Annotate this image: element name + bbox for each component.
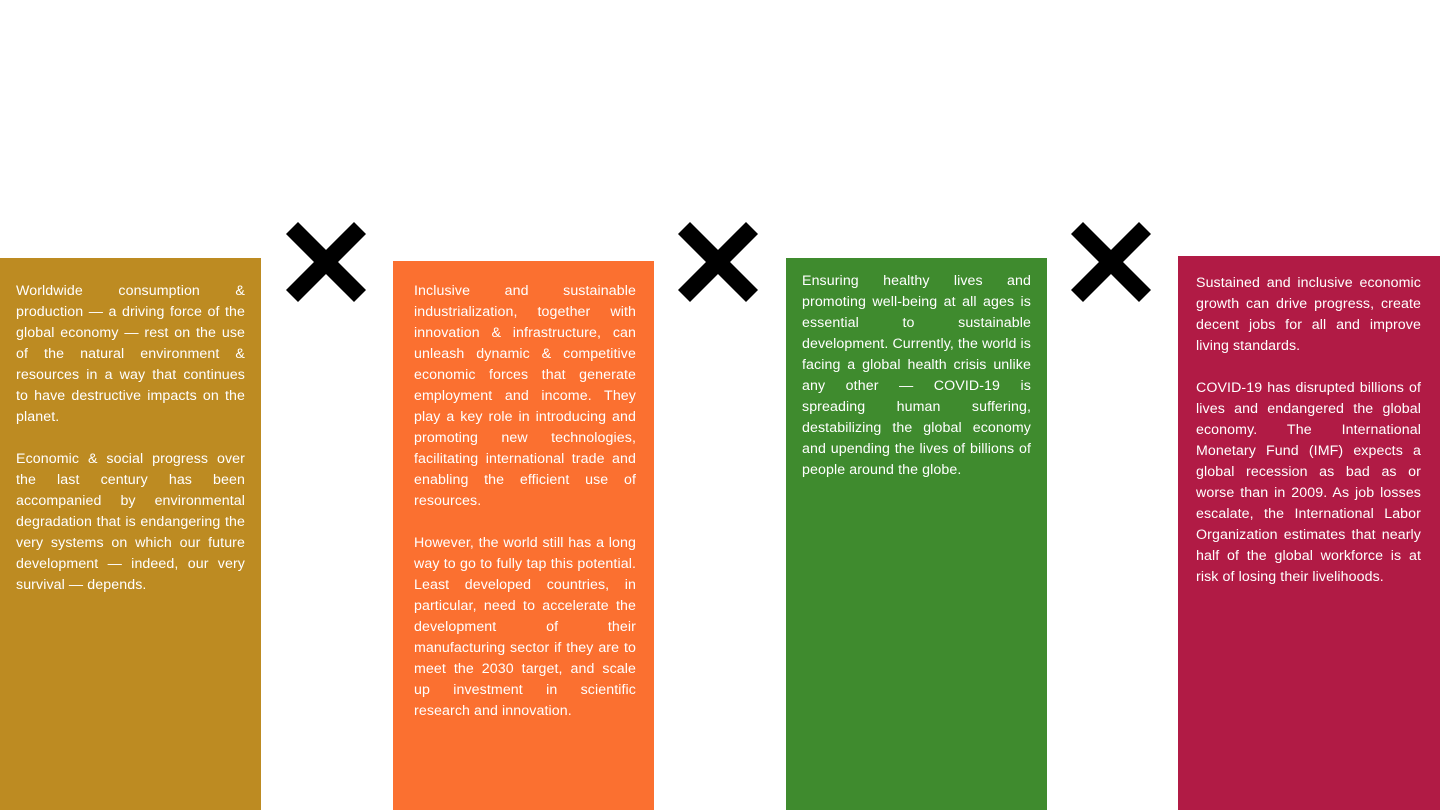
info-card-health (786, 258, 1047, 810)
close-icon-shape (280, 216, 372, 308)
card-paragraph: Ensuring healthy lives and promoting well-being at all ages is essential to sustainable development. Currently, the world is facing a global health crisis unlike any other — COVID-19 is spreading human suffering, destabilizing the global economy and upending the lives of billions of people around the globe. (802, 273, 1031, 478)
info-card-industry (393, 261, 654, 810)
close-icon (1065, 216, 1157, 308)
card-paragraph: Inclusive and sustainable industrialization, together with innovation & infrastructure, can unleash dynamic & competitive economic forces that generate employment and income. They play a key role in introducing and promoting new technologies, facilitating international trade and enabling the efficient use of resources. (414, 283, 636, 509)
card-paragraph: Sustained and inclusive economic growth can drive progress, create decent jobs for all and improve living standards. (1196, 275, 1421, 354)
info-card-economic-growth (1178, 256, 1440, 810)
close-icon-shape (1065, 216, 1157, 308)
close-icon (672, 216, 764, 308)
close-icon (280, 216, 372, 308)
card-paragraph: Worldwide consumption & production — a driving force of the global economy — rest on the use of the natural environment & resources in a way that continues to have destructive impacts on the planet. (16, 283, 245, 425)
card-paragraph: However, the world still has a long way to go to fully tap this potential. Least developed countries, in particular, need to accelerate the development of their manufacturing sector if they are to meet the 2030 target, and scale up investment in scientific research and innovation. (414, 535, 636, 719)
card-paragraph: COVID-19 has disrupted billions of lives and endangered the global economy. The International Monetary Fund (IMF) expects a global recession as bad as or worse than in 2009. As job losses escalate, the International Labor Organization estimates that nearly half of the global workforce is at risk of losing their livelihoods. (1196, 380, 1421, 585)
close-icon-shape (672, 216, 764, 308)
info-card-consumption (0, 258, 261, 810)
card-paragraph: Economic & social progress over the last century has been accompanied by environmental degradation that is endangering the very systems on which our future development — indeed, our very survival — depends. (16, 451, 245, 593)
